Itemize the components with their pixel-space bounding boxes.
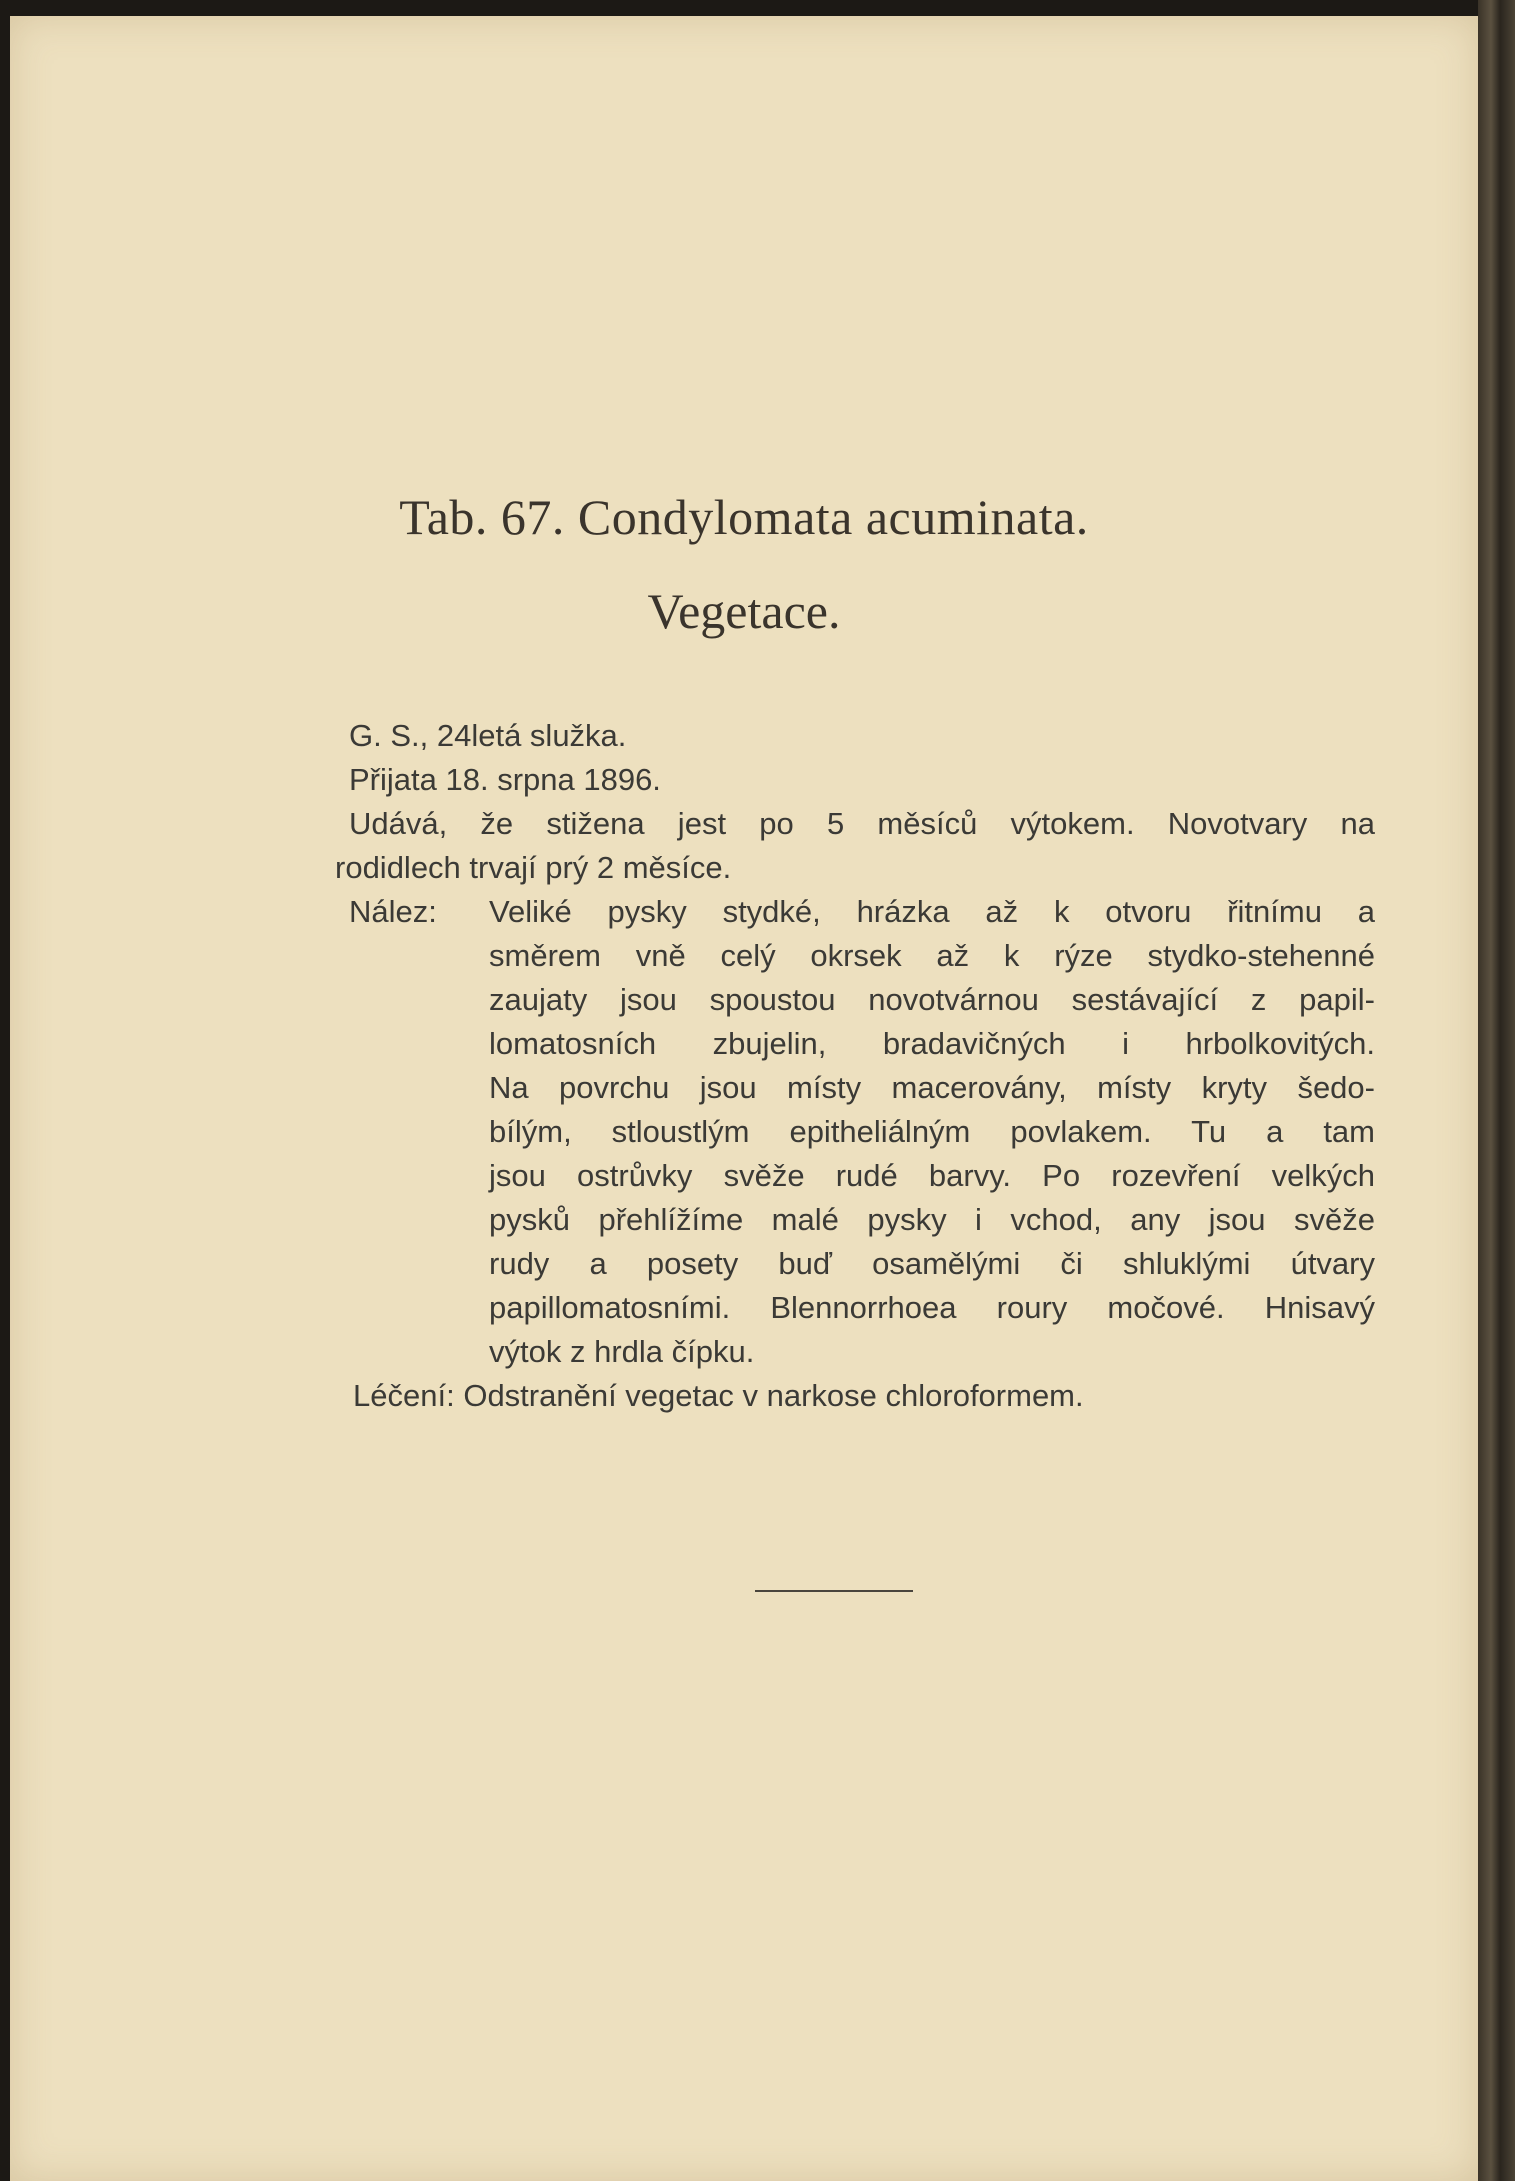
finding-label: Nález: [349,894,437,929]
plate-subtitle: Vegetace. [647,583,841,639]
finding-line: směrem vně celý okrsek až k rýze stydko-stehenné [489,938,1375,973]
history-line-2: rodidlech trvají prý 2 měsíce. [335,850,732,885]
finding-line: papillomatosními. Blennorrhoea roury močové. Hnisavý [489,1290,1375,1325]
finding-line: Na povrchu jsou místy macerovány, místy kryty šedo- [489,1070,1375,1105]
finding-line: jsou ostrůvky svěže rudé barvy. Po rozevření velkých [489,1158,1375,1193]
finding-line: bílým, stloustlým epitheliálným povlakem. Tu a tam [489,1114,1375,1149]
finding-line: pysků přehlížíme malé pysky i vchod, any jsou svěže [489,1202,1375,1237]
finding-line: výtok z hrdla čípku. [489,1334,755,1369]
history-line-1: Udává, že stižena jest po 5 měsíců výtokem. Novotvary na [349,806,1375,841]
treatment-section [335,1374,1375,1418]
section-divider [755,1590,913,1592]
finding-line: lomatosních zbujelin, bradavičných i hrbolkovitých. [489,1026,1375,1061]
finding-line: Veliké pysky stydké, hrázka až k otvoru řitnímu a [489,894,1375,929]
case-description [335,714,1375,1418]
treatment-text: Odstranění vegetac v narkose chloroformem. [463,1378,1084,1413]
patient-line: G. S., 24letá služka. [349,718,627,753]
finding-line: rudy a posety buď osamělými či shluklými útvary [489,1246,1375,1281]
plate-title: Tab. 67. Condylomata acuminata. [399,489,1089,545]
finding-text [489,890,1375,1374]
treatment-label: Léčení: [353,1378,455,1413]
book-page [10,16,1478,2181]
finding-section [335,890,1375,1374]
finding-line: zaujaty jsou spoustou novotvárnou sestávající z papil- [489,982,1375,1017]
book-page-edge [1478,0,1515,2181]
admission-line: Přijata 18. srpna 1896. [349,762,661,797]
